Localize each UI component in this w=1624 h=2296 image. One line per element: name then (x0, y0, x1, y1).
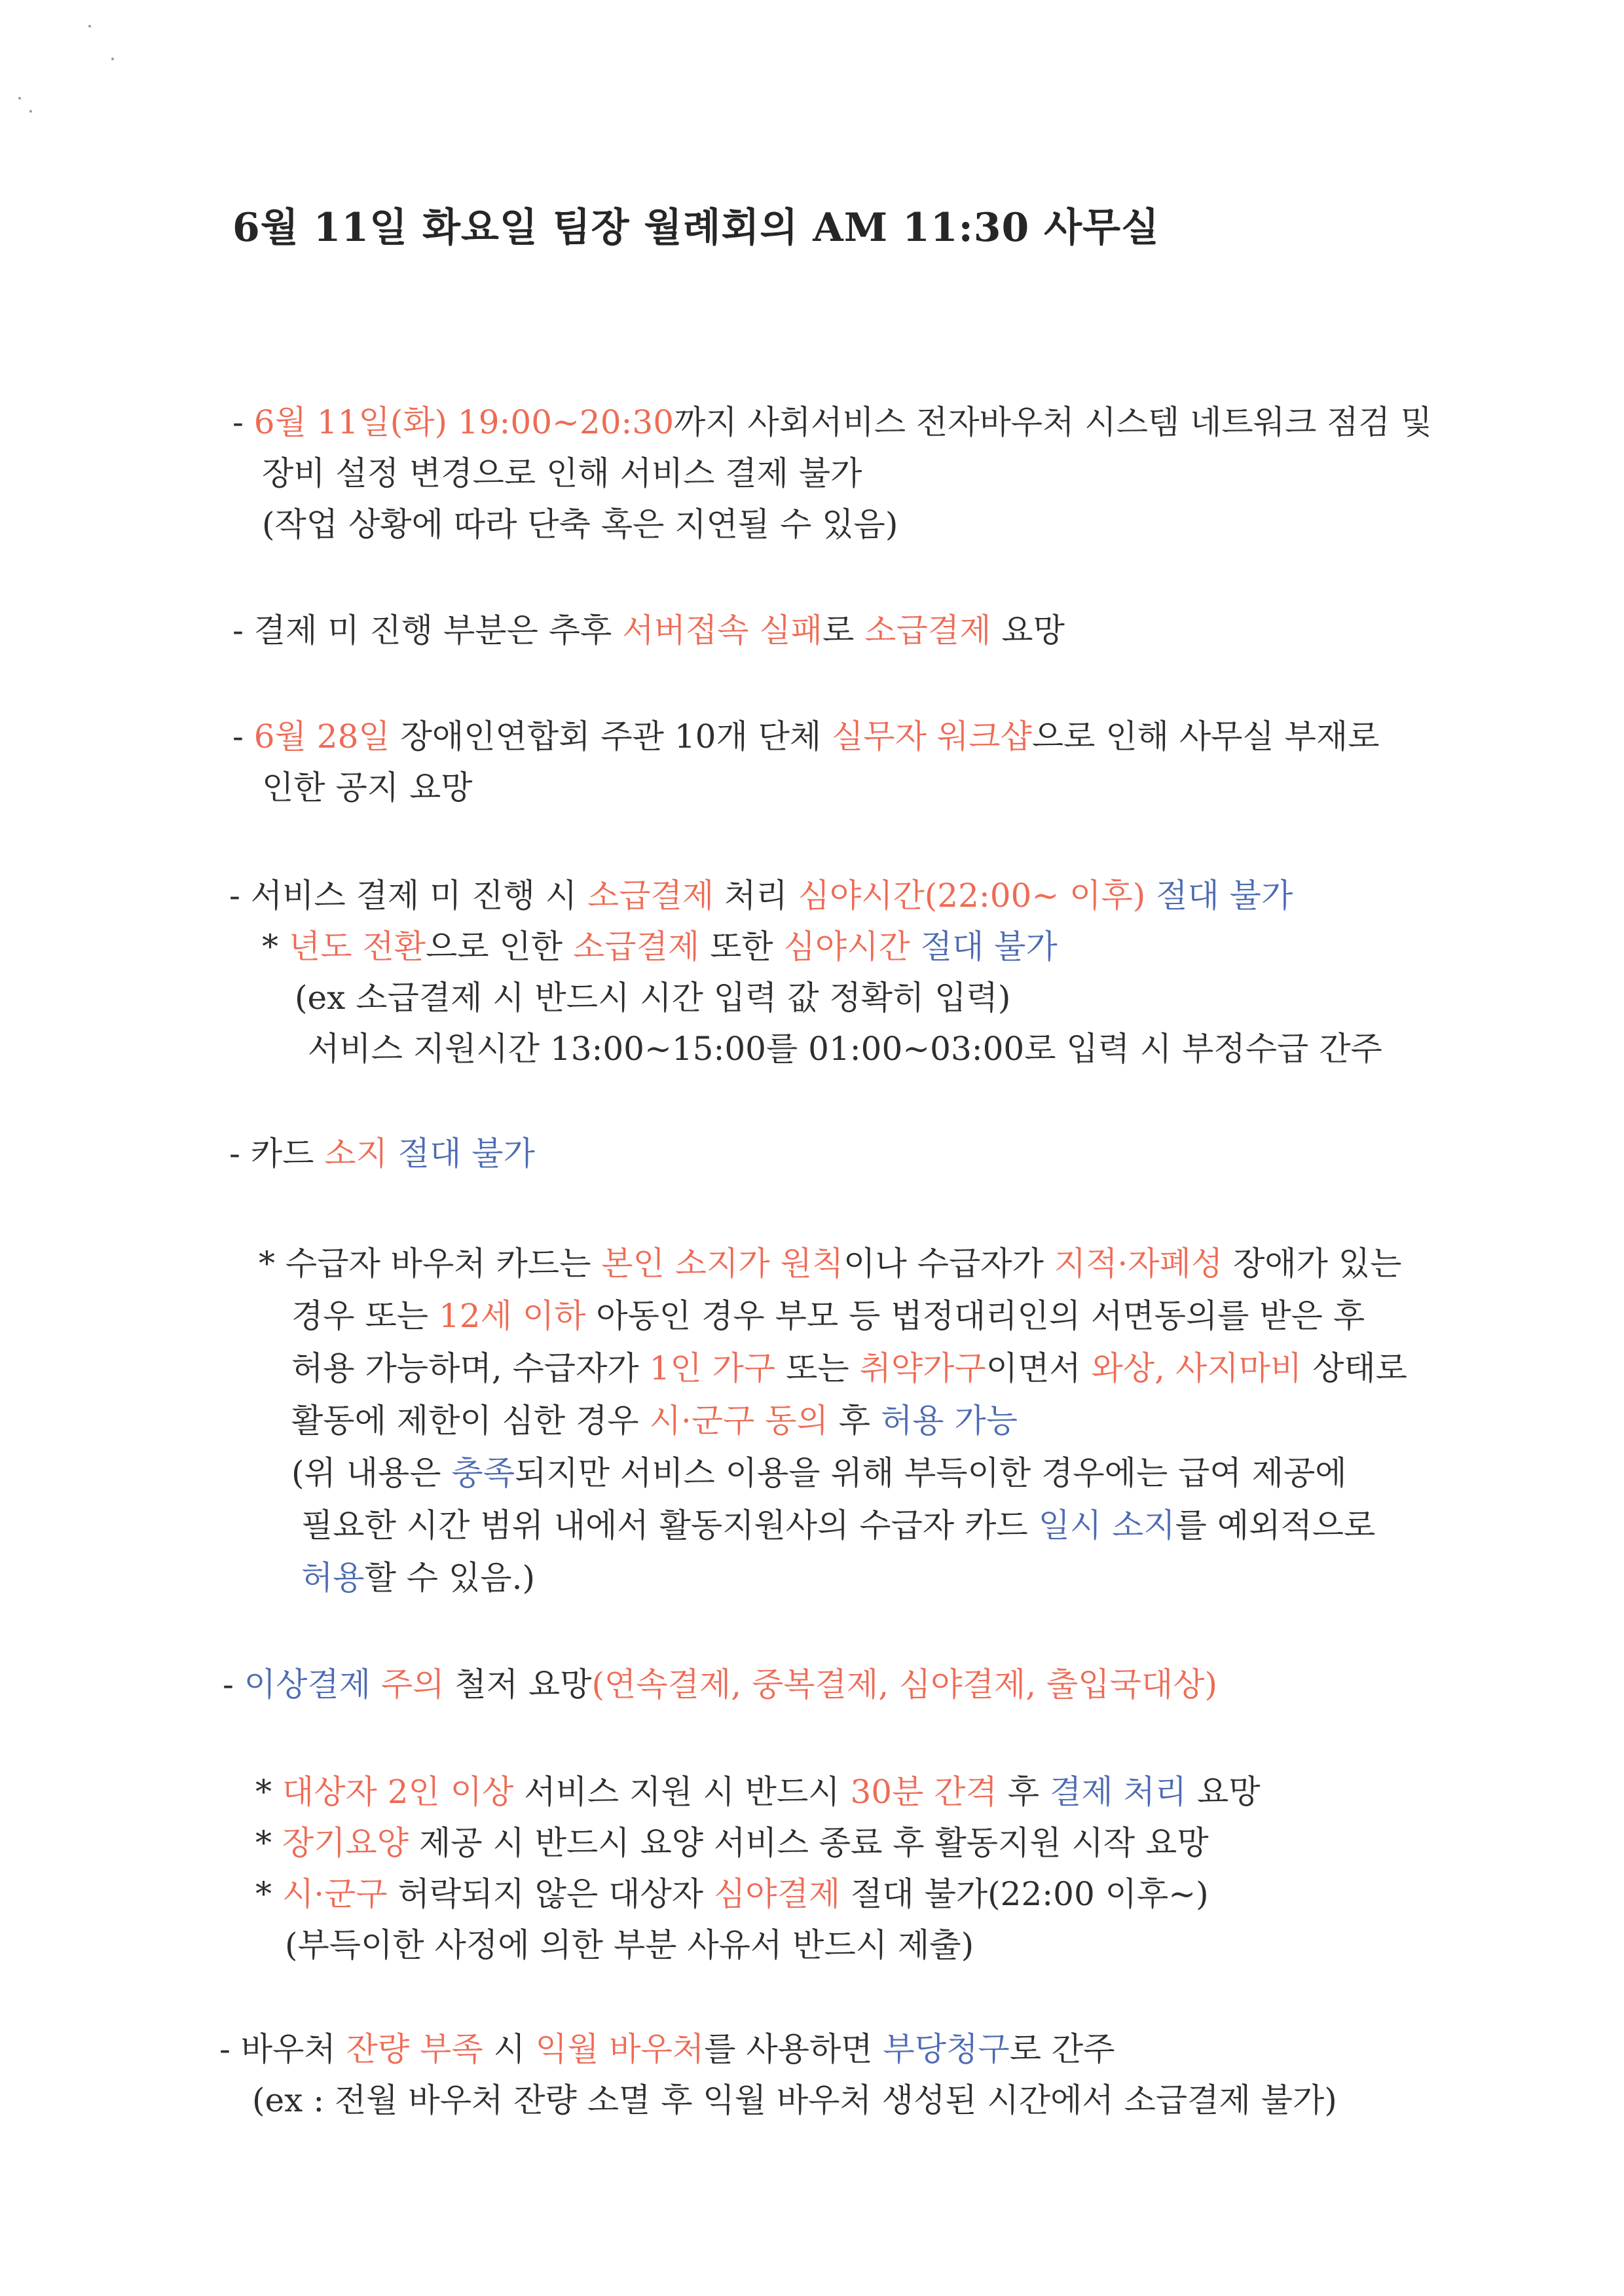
text-segment: - (223, 1666, 244, 1704)
notice-line (259, 1241, 1402, 1286)
text-segment: 필요한 시간 범위 내에서 활동지원사의 수급자 카드 (301, 1506, 1039, 1544)
notice-line (252, 2077, 1337, 2123)
highlight-segment: (연속결제, 중복결제, 심야결제, 출입국대상) (591, 1666, 1217, 1704)
text-segment: 활동에 제한이 심한 경우 (291, 1402, 650, 1440)
highlight-segment: 실무자 워크샵 (832, 718, 1032, 756)
text-segment: 되지만 서비스 이용을 위해 부득이한 경우에는 급여 제공에 (515, 1454, 1347, 1492)
text-segment: - (232, 403, 254, 441)
text-segment: 장애인연합회 주관 10개 단체 (390, 718, 832, 756)
text-segment: 또한 (699, 928, 784, 966)
text-segment: 를 예외적으로 (1175, 1506, 1376, 1544)
text-segment: 서비스 지원 시 반드시 (513, 1773, 851, 1811)
highlight-segment: 부당청구 (883, 2030, 1010, 2068)
text-segment: (위 내용은 (291, 1454, 452, 1492)
text-segment: * (255, 1824, 282, 1862)
text-segment: 이나 수급자가 (843, 1245, 1054, 1283)
notice-line (232, 608, 1065, 653)
text-segment: 절대 불가(22:00 이후~) (840, 1875, 1209, 1913)
highlight-segment: 년도 전환 (288, 928, 426, 966)
notice-line (262, 924, 1058, 970)
text-segment: 으로 인해 사무실 부재로 (1031, 718, 1380, 756)
text-segment: 철저 요망 (444, 1666, 592, 1704)
highlight-segment: 소급결제 (864, 611, 991, 649)
highlight-segment: 지적·자폐성 (1054, 1245, 1223, 1283)
highlight-segment: 시·군구 동의 (649, 1402, 828, 1440)
notice-line (255, 1871, 1209, 1917)
highlight-segment: 장기요양 (282, 1824, 409, 1862)
text-segment: (부득이한 사정에 의한 부분 사유서 반드시 제출) (285, 1926, 974, 1964)
highlight-segment: 허용 가능 (880, 1402, 1018, 1440)
highlight-segment: 시·군구 (282, 1875, 388, 1913)
text-segment: 장애가 있는 (1223, 1245, 1402, 1283)
notice-line (295, 975, 1010, 1021)
notice-line (285, 1922, 974, 1968)
scan-speck (111, 58, 114, 60)
notice-line (262, 765, 473, 811)
text-segment: 이면서 (986, 1349, 1092, 1387)
highlight-segment: 12세 이하 (439, 1297, 586, 1335)
notice-line (308, 1026, 1382, 1072)
text-segment: 처리 (714, 877, 798, 915)
notice-line (262, 450, 862, 496)
highlight-segment: 심야결제 (713, 1875, 841, 1913)
highlight-segment: 익월 바우처 (535, 2030, 705, 2068)
highlight-segment: 주의 (380, 1666, 445, 1704)
text-segment: (작업 상황에 따라 단축 혹은 지연될 수 있음) (262, 505, 898, 543)
highlight-segment: 허용 (301, 1559, 365, 1597)
text-segment: 장비 설정 변경으로 인해 서비스 결제 불가 (262, 454, 862, 492)
text-segment: - 결제 미 진행 부분은 추후 (232, 611, 623, 649)
notice-line (232, 399, 1432, 445)
highlight-segment: 소지 (324, 1135, 388, 1173)
notice-line (255, 1820, 1209, 1866)
notice-line (219, 2026, 1115, 2072)
scan-speck (88, 25, 91, 27)
highlight-segment: 서버접속 실패 (622, 611, 822, 649)
text-segment: 아동인 경우 부모 등 법정대리인의 서면동의를 받은 후 (585, 1297, 1365, 1335)
highlight-segment: 6월 28일 (253, 718, 390, 756)
text-segment: - 바우처 (219, 2030, 346, 2068)
notice-line (223, 1662, 1217, 1707)
highlight-segment: 절대 불가 (1145, 877, 1293, 915)
text-segment: * (255, 1875, 282, 1913)
highlight-segment: 소급결제 (587, 877, 714, 915)
text-segment: - 카드 (229, 1135, 325, 1173)
text-segment: 로 간주 (1009, 2030, 1115, 2068)
text-segment: 요망 (1187, 1773, 1261, 1811)
text-segment: 까지 사회서비스 전자바우처 시스템 네트워크 점검 및 (674, 403, 1432, 441)
highlight-segment: 절대 불가 (387, 1135, 535, 1173)
notice-line (262, 501, 898, 547)
text-segment: 인한 공지 요망 (262, 769, 473, 807)
highlight-segment: 본인 소지가 원칙 (601, 1245, 844, 1283)
highlight-segment: 심야시간 (783, 928, 910, 966)
text-segment: 할 수 있음.) (364, 1559, 535, 1597)
highlight-segment: 심야시간(22:00~ 이후) (798, 877, 1146, 915)
highlight-segment: 이상결제 (244, 1666, 371, 1704)
highlight-segment: 대상자 2인 이상 (282, 1773, 514, 1811)
highlight-segment: 잔량 부족 (346, 2030, 483, 2068)
notice-line (301, 1555, 535, 1601)
page-title: 6월 11일 화요일 팀장 월례회의 AM 11:30 사무실 (232, 205, 1160, 251)
text-segment: 상태로 (1302, 1349, 1407, 1387)
highlight-segment: 1인 가구 (649, 1349, 776, 1387)
notice-line (291, 1293, 1392, 1339)
notice-line (301, 1503, 1392, 1548)
text-segment: 제공 시 반드시 요양 서비스 종료 후 활동지원 시작 요망 (409, 1824, 1209, 1862)
notice-line (232, 714, 1398, 759)
highlight-segment: 절대 불가 (910, 928, 1058, 966)
text-segment: * (262, 928, 289, 966)
text-segment: 허용 가능하며, 수급자가 (291, 1349, 650, 1387)
scan-speck (29, 110, 32, 113)
text-segment: * 수급자 바우처 카드는 (259, 1245, 602, 1283)
highlight-segment: 와상, 사지마비 (1091, 1349, 1302, 1387)
scan-speck (18, 97, 21, 100)
notice-line (291, 1398, 1018, 1444)
notice-line (291, 1450, 1392, 1496)
text-segment: 후 (828, 1402, 881, 1440)
notice-line (229, 1131, 535, 1176)
text-segment: 로 (822, 611, 865, 649)
text-segment: 서비스 지원시간 13:00~15:00를 01:00~03:00로 입력 시 부정수급 간주 (308, 1030, 1382, 1068)
highlight-segment: 충족 (451, 1454, 515, 1492)
highlight-segment: 일시 소지 (1038, 1506, 1175, 1544)
text-segment: 경우 또는 (291, 1297, 439, 1335)
notice-line (255, 1769, 1261, 1815)
text-segment: - 서비스 결제 미 진행 시 (229, 877, 587, 915)
notice-line (229, 873, 1293, 919)
text-segment: (ex 소급결제 시 반드시 시간 입력 값 정확히 입력) (295, 979, 1011, 1017)
highlight-segment: 30분 간격 (850, 1773, 997, 1811)
highlight-segment: 취약가구 (859, 1349, 986, 1387)
highlight-segment: 소급결제 (573, 928, 700, 966)
highlight-segment: 결제 처리 (1050, 1773, 1187, 1811)
text-segment: 를 사용하면 (704, 2030, 883, 2068)
text-segment: 후 (997, 1773, 1050, 1811)
text-segment: (ex : 전월 바우처 잔량 소멸 후 익월 바우처 생성된 시간에서 소급결제 불가) (252, 2081, 1337, 2119)
text-segment: 시 (483, 2030, 536, 2068)
text-segment: 으로 인한 (426, 928, 573, 966)
text-segment: - (232, 718, 254, 756)
text-segment: * (255, 1773, 282, 1811)
text-segment: 또는 (775, 1349, 860, 1387)
highlight-segment: 6월 11일(화) 19:00~20:30 (253, 403, 674, 441)
text-segment (371, 1666, 381, 1704)
text-segment: 허락되지 않은 대상자 (387, 1875, 714, 1913)
text-segment: 요망 (991, 611, 1065, 649)
notice-line (291, 1345, 1407, 1391)
